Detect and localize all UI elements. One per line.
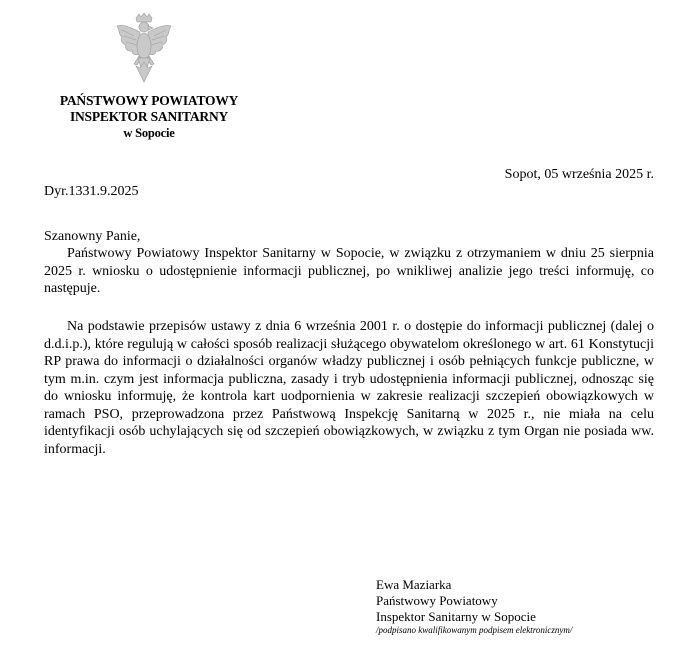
paragraph-intro: Państwowy Powiatowy Inspektor Sanitarny w Sopocie, w związku z otrzymaniem w dniu 25 sierpnia 2025 r. wniosku o udostępnienie informacji publicznej, po wnikliwej analizie jego treści informuję, co następuje. (44, 246, 654, 296)
issuer-line-2: INSPEKTOR SANITARNY (69, 109, 229, 124)
reference-number: Dyr.1331.9.2025 (44, 184, 139, 199)
issuer-line-3: w Sopocie (123, 126, 175, 140)
letter-date: Sopot, 05 września 2025 r. (504, 167, 654, 182)
signature-block (376, 577, 572, 636)
e-signature-note: /podpisano kwalifikowanym podpisem elektronicznym/ (376, 625, 573, 635)
salutation: Szanowny Panie, (44, 229, 141, 244)
issuer-heading (20, 93, 278, 141)
signatory-title-1: Państwowy Powiatowy (376, 593, 498, 608)
paragraph-main: Na podstawie przepisów ustawy z dnia 6 września 2001 r. o dostępie do informacji publicznej (dalej o d.d.i.p.), które regulują w całości sposób realizacji służącego obywatelom określonego w art. 61 Konstytucji RP prawa do informacji o działalności organów władzy publicznej i osób pełniących funkcje publiczne, w tym m.in. czym jest informacja publiczna, zasady i tryb udostępnienia informacji publicznej, odnosząc się do wniosku informuję, że kontrola kart uodpornienia w zakresie realizacji szczepień obowiązkowych w ramach PSO, przeprowadzona przez Państwową Inspekcję Sanitarną w 2025 r., nie miała na celu identyfikacji osób uchylających się od szczepień obowiązkowych, w związku z tym Organ nie posiada ww. informacji. (44, 319, 654, 457)
issuer-line-1: PAŃSTWOWY POWIATOWY (59, 93, 239, 108)
signatory-name: Ewa Maziarka (376, 577, 452, 592)
signatory-title-2: Inspektor Sanitarny w Sopocie (376, 609, 536, 624)
polish-eagle-emblem (114, 12, 174, 84)
